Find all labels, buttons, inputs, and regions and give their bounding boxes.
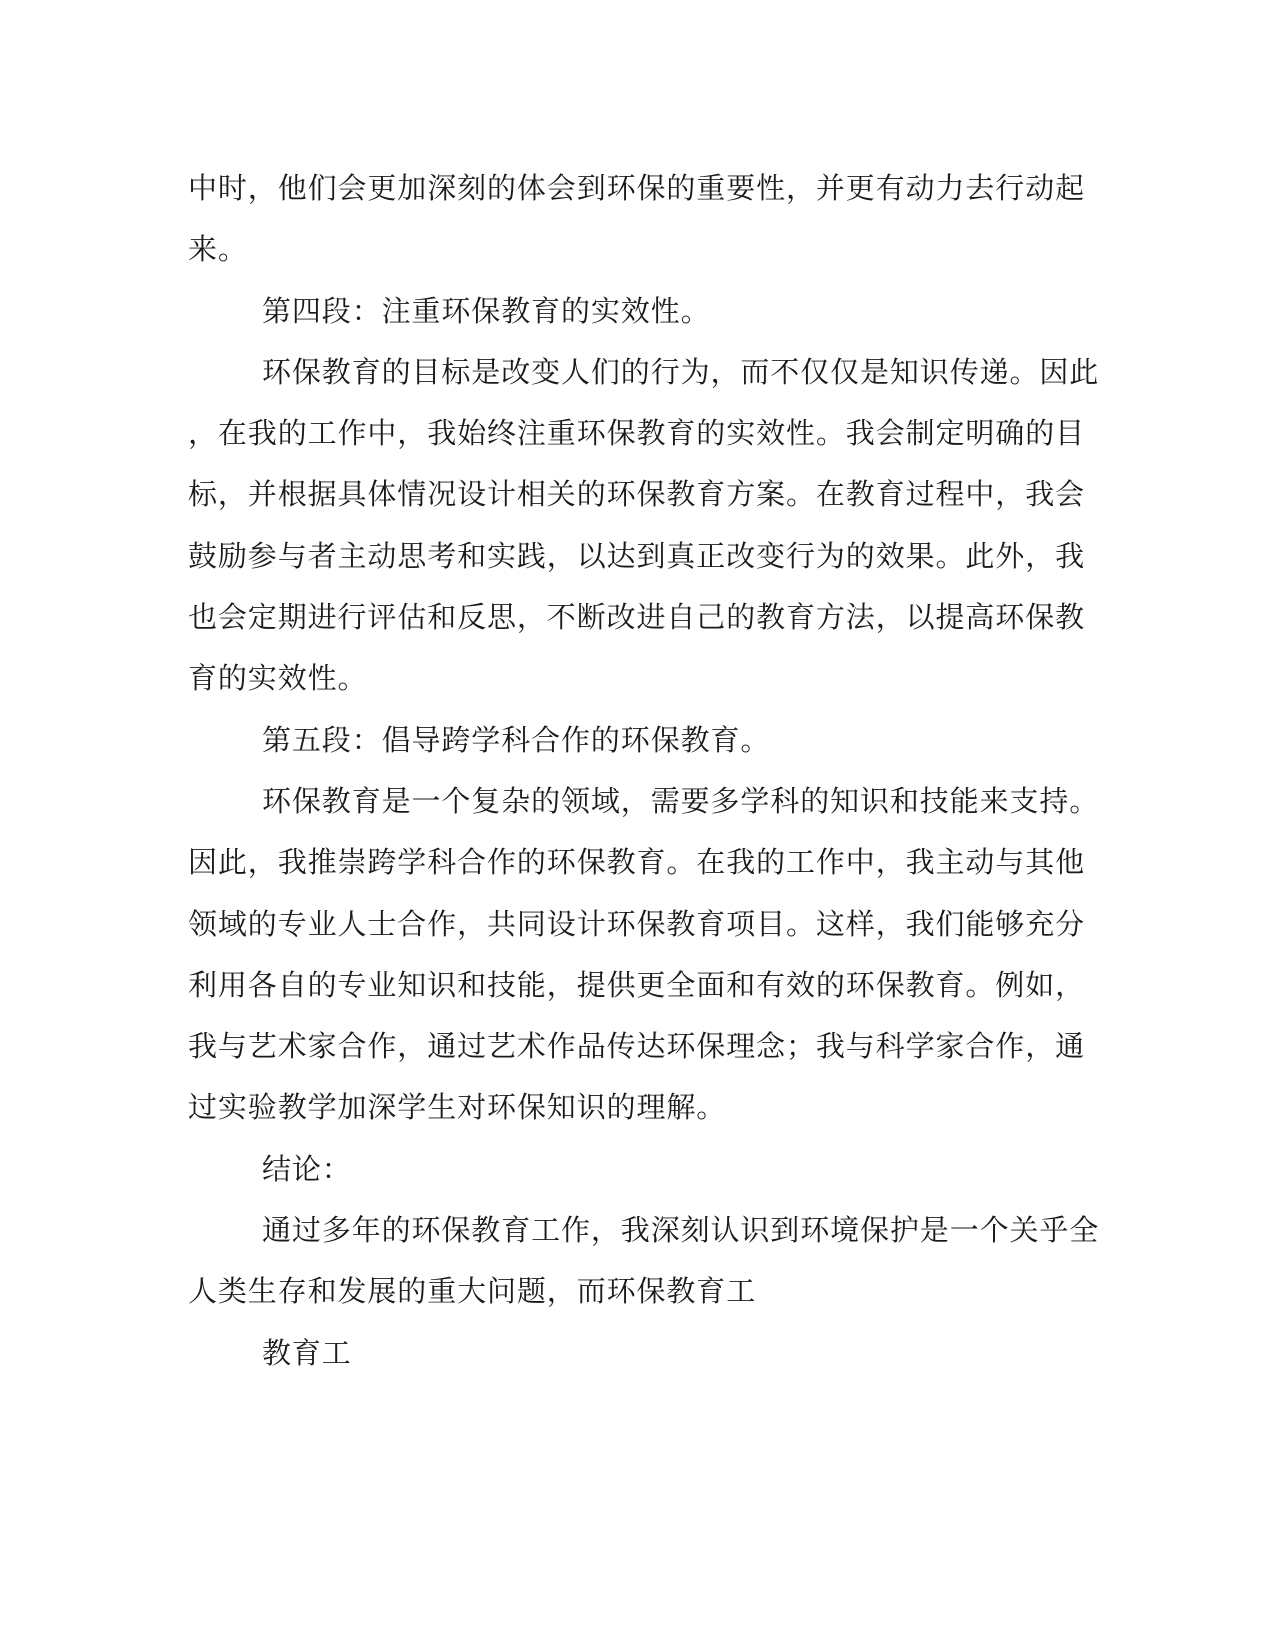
text-line-20: 教育工 (262, 1335, 352, 1370)
text-line-11: 环保教育是一个复杂的领域，需要多学科的知识和技能来支持。 (262, 783, 1100, 818)
conclusion-heading: 结论： (262, 1151, 352, 1186)
text-line-15: 我与艺术家合作，通过艺术作品传达环保理念；我与科学家合作，通 (188, 1029, 1086, 1064)
text-line-14: 利用各自的专业知识和技能，提供更全面和有效的环保教育。例如， (188, 967, 1086, 1002)
document-body (188, 158, 1100, 1384)
text-line-5: ，在我的工作中，我始终注重环保教育的实效性。我会制定明确的目 (188, 416, 1086, 451)
text-line-8: 也会定期进行评估和反思，不断改进自己的教育方法，以提高环保教 (188, 600, 1086, 635)
text-line-2: 来。 (188, 232, 248, 267)
text-line-4: 环保教育的目标是改变人们的行为，而不仅仅是知识传递。因此 (262, 354, 1100, 389)
text-line-13: 领域的专业人士合作，共同设计环保教育项目。这样，我们能够充分 (188, 906, 1086, 941)
section-heading-4: 第四段：注重环保教育的实效性。 (262, 293, 711, 328)
section-heading-5: 第五段：倡导跨学科合作的环保教育。 (262, 722, 771, 757)
text-line-7: 鼓励参与者主动思考和实践，以达到真正改变行为的效果。此外，我 (188, 538, 1086, 573)
text-line-16: 过实验教学加深学生对环保知识的理解。 (188, 1090, 727, 1125)
text-line-9: 育的实效性。 (188, 661, 368, 696)
text-line-18: 通过多年的环保教育工作，我深刻认识到环境保护是一个关乎全 (262, 1213, 1100, 1248)
text-line-6: 标，并根据具体情况设计相关的环保教育方案。在教育过程中，我会 (188, 477, 1086, 512)
text-line-1: 中时，他们会更加深刻的体会到环保的重要性，并更有动力去行动起 (188, 171, 1086, 205)
text-line-19: 人类生存和发展的重大问题，而环保教育工 (188, 1274, 757, 1309)
text-line-12: 因此，我推崇跨学科合作的环保教育。在我的工作中，我主动与其他 (188, 845, 1086, 880)
